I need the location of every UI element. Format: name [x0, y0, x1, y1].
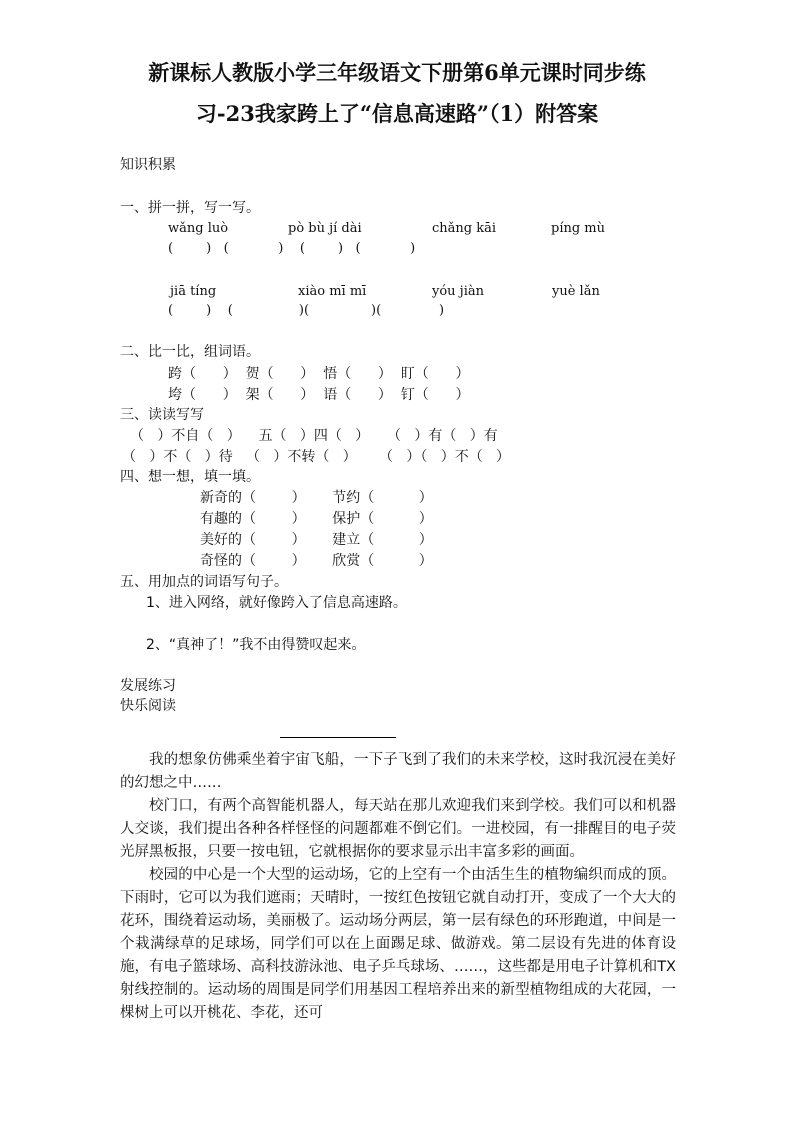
divider: [280, 737, 396, 738]
fill-row[interactable]: 有趣的（ ） 保护（ ）: [200, 511, 433, 527]
q5-heading: 五、用加点的词语写句子。: [120, 574, 288, 590]
q3-heading: 三、读读写写: [120, 407, 204, 423]
pinyin-item: chǎng kāi: [432, 221, 497, 236]
pinyin-item: xiào mī mī: [298, 284, 367, 299]
pinyin-item: yóu jiàn: [432, 284, 484, 299]
pinyin-item: yuè lǎn: [552, 284, 600, 299]
compare-row[interactable]: 跨（ ） 贺（ ） 悟（ ） 盯（ ）: [168, 366, 470, 382]
answer-blanks-row[interactable]: ( ) ( ) ( ) ( ): [168, 241, 416, 256]
q2-heading: 二、比一比，组词语。: [120, 344, 260, 360]
idiom-row[interactable]: （ ）不（ ）待 （ ）不转（ ） （ ）（ ）不（ ）: [122, 449, 511, 465]
pinyin-item: wǎng luò: [168, 221, 229, 236]
pinyin-item: jiā tíng: [170, 284, 217, 299]
sentence-item: 1、进入网络，就好像跨入了信息高速路。: [146, 595, 407, 611]
q1-heading: 一、拼一拼，写一写。: [120, 200, 260, 216]
answer-blanks-row[interactable]: ( ) ( )( )( ): [168, 303, 445, 318]
q4-heading: 四、想一想，填一填。: [120, 469, 260, 485]
passage-paragraph: 校门口，有两个高智能机器人，每天站在那儿欢迎我们来到学校。我们可以和机器人交谈，我们提出各种各样怪怪的问题都难不倒它们。一进校园，有一排醒目的电子荧光屏黑板报，只要一按电钮，它就根据你的要求显示出丰富多彩的画面。: [120, 798, 676, 860]
pinyin-item: pò bù jí dài: [288, 221, 362, 236]
sentence-item: 2、“真神了！”我不由得赞叹起来。: [146, 637, 366, 653]
reading-passage: [120, 749, 676, 1025]
fill-row[interactable]: 奇怪的（ ） 欣赏（ ）: [200, 553, 433, 569]
idiom-row[interactable]: （ ）不自（ ） 五（ ）四（ ） （ ）有（ ）有: [130, 428, 498, 444]
fill-row[interactable]: 美好的（ ） 建立（ ）: [200, 532, 433, 548]
section-heading: 知识积累: [120, 157, 176, 173]
practice-heading: 发展练习: [120, 678, 176, 694]
page-title-line-2: 习-23我家跨上了“信息高速路”（1）附答案: [195, 101, 599, 126]
compare-row[interactable]: 垮（ ） 架（ ） 语（ ） 钉（ ）: [168, 387, 470, 403]
reading-heading: 快乐阅读: [120, 698, 176, 714]
passage-paragraph: 我的想象仿佛乘坐着宇宙飞船，一下子飞到了我们的未来学校，这时我沉浸在美好的幻想之中……: [120, 752, 676, 791]
page-title-line-1: 新课标人教版小学三年级语文下册第6单元课时同步练: [148, 60, 646, 85]
pinyin-item: píng mù: [551, 221, 606, 236]
fill-row[interactable]: 新奇的（ ） 节约（ ）: [200, 490, 433, 506]
passage-paragraph: 校园的中心是一个大型的运动场，它的上空有一个由活生生的植物编织而成的顶。下雨时，它可以为我们遮雨；天晴时，一按红色按钮它就自动打开，变成了一个大大的花环，围绕着运动场，美丽极了。运动场分两层，第一层有绿色的环形跑道，中间是一个栽满绿草的足球场，同学们可以在上面踢足球、做游戏。第二层设有先进的体育设施，有电子篮球场、高科技游泳池、电子乒乓球场、……，这些都是用电子计算机和TX射线控制的。运动场的周围是同学们用基因工程培养出来的新型植物组成的大花园，一棵树上可以开桃花、李花，还可: [120, 867, 676, 1021]
